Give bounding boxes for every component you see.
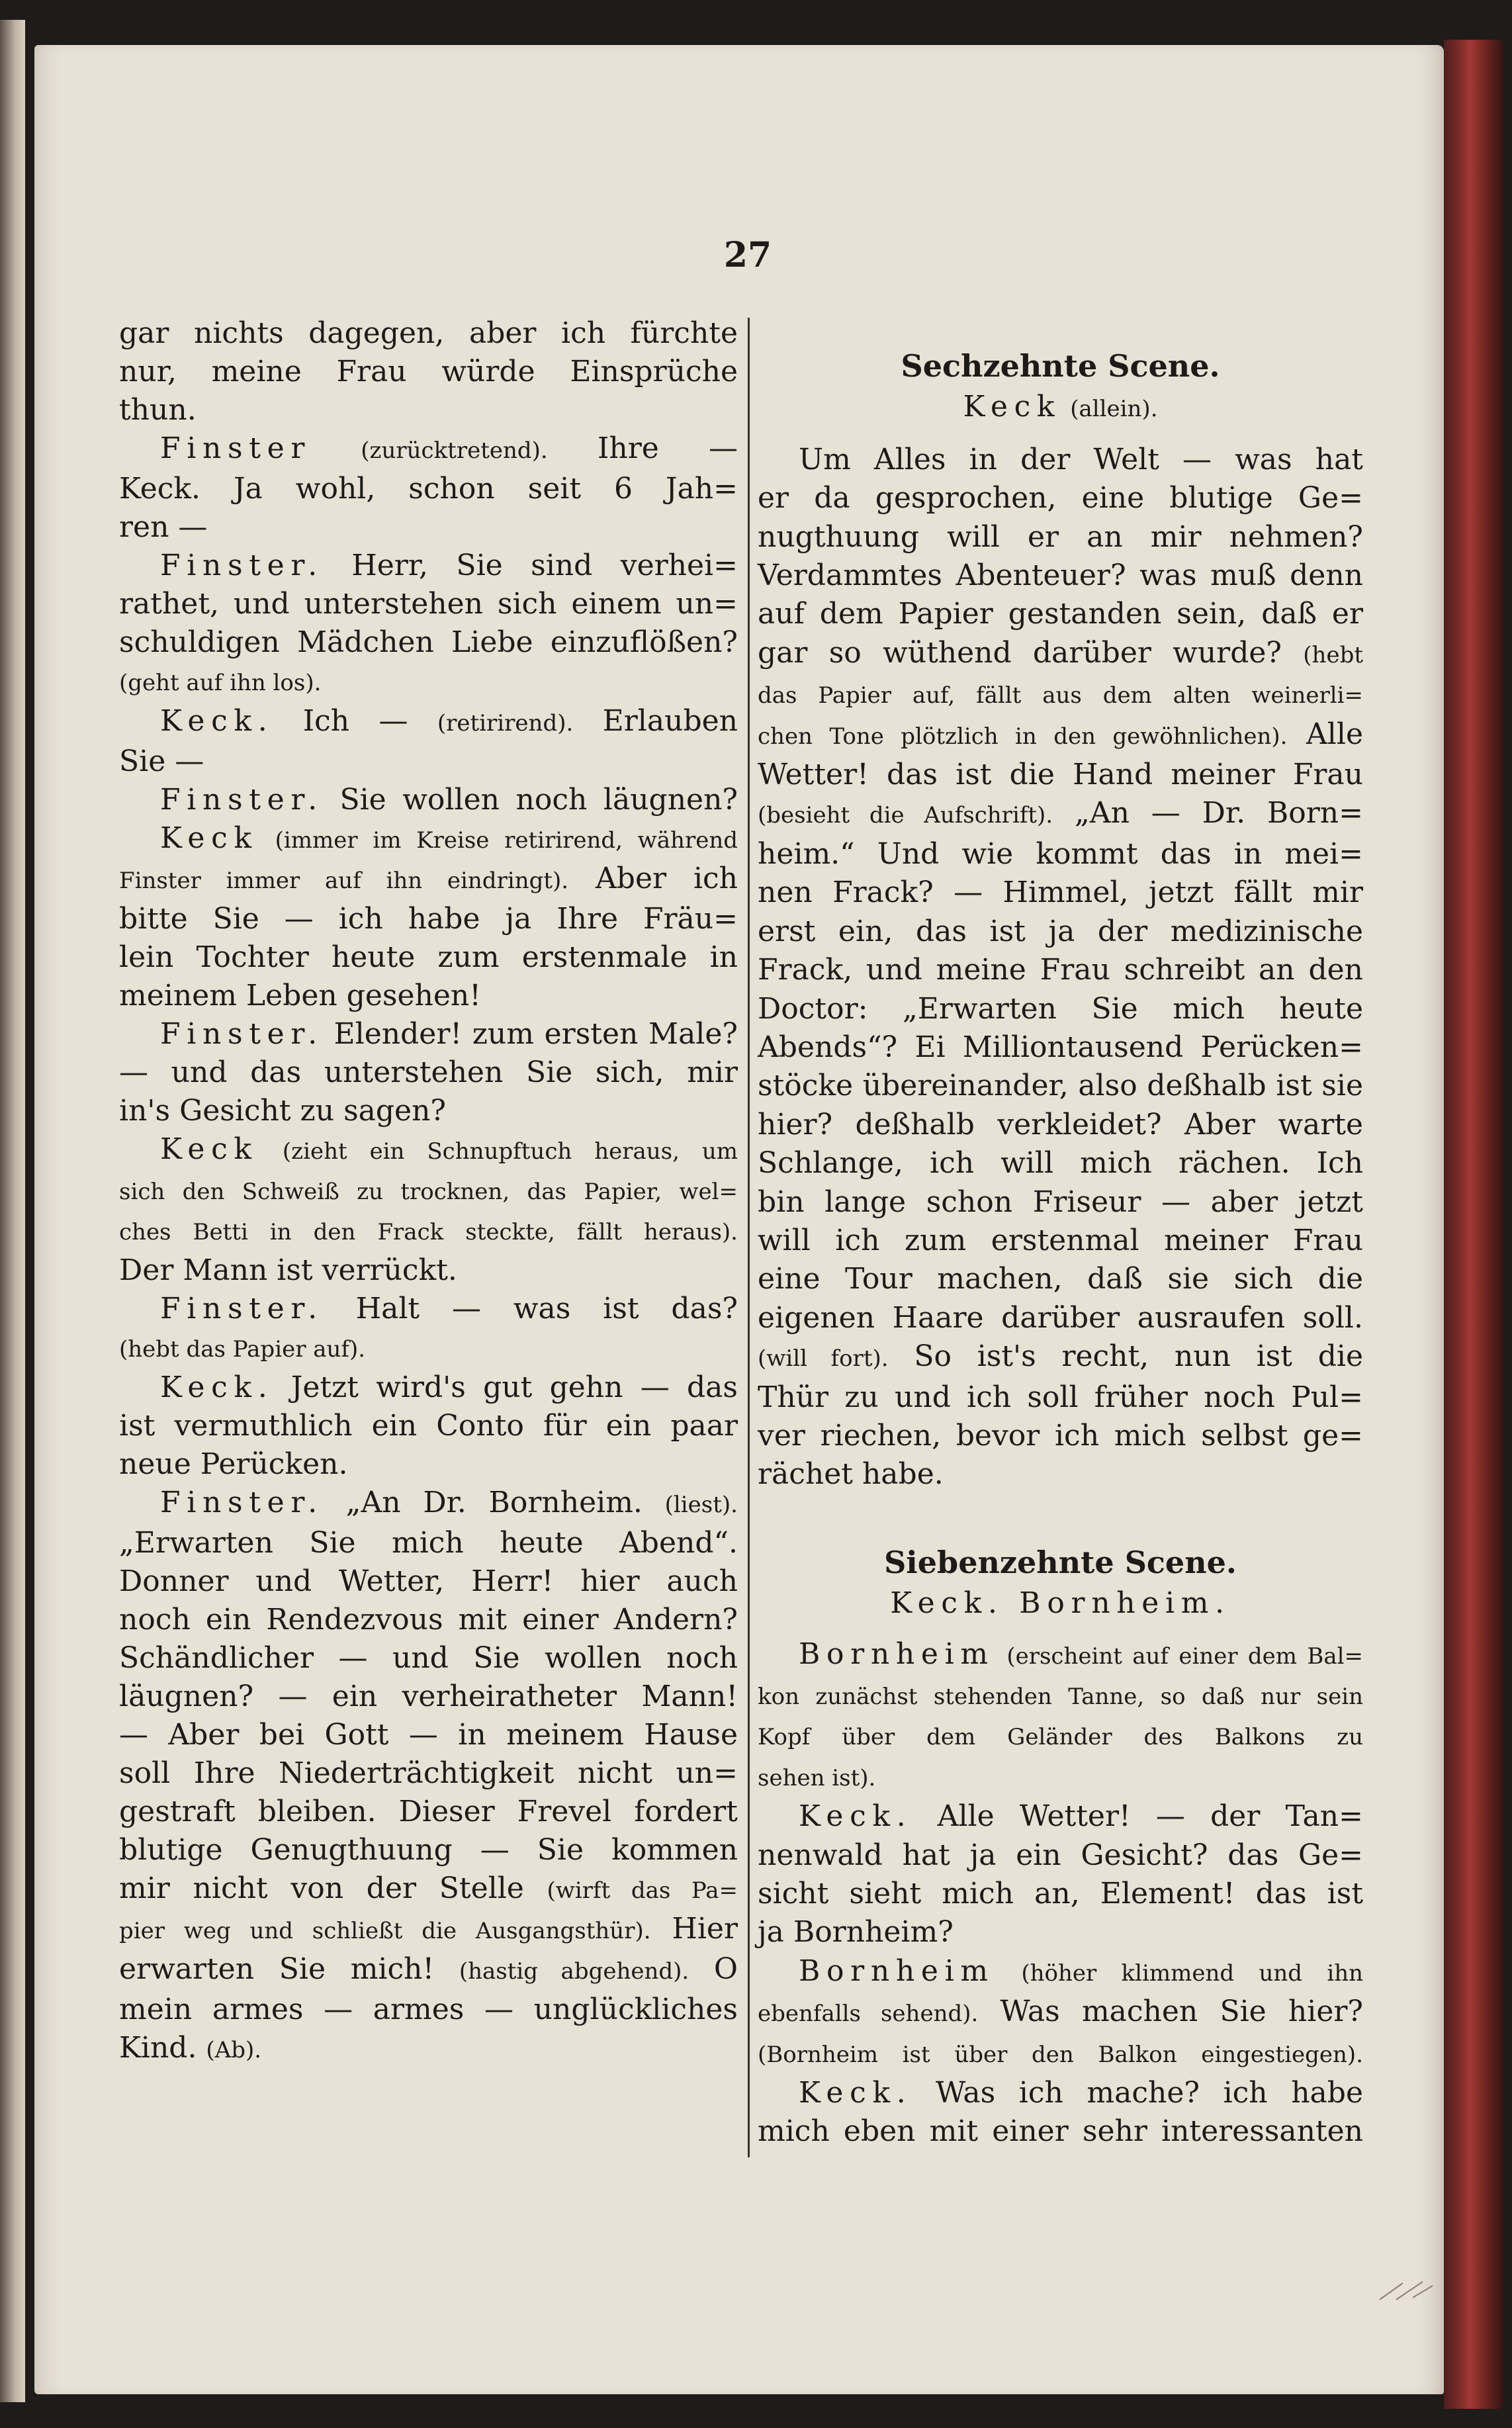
scene-17-heading: Siebenzehnte Scene. (884, 1544, 1237, 1580)
text-run: will ich zum erstenmal meiner Frau (758, 1223, 1363, 1257)
text-line (119, 1171, 738, 1211)
text-line (758, 634, 1363, 674)
text-run (258, 821, 275, 855)
text-run: thun. (119, 393, 197, 427)
text-run: mein armes — armes — unglückliches (119, 1993, 738, 2026)
text-line (119, 1678, 738, 1716)
text-line (758, 1260, 1363, 1298)
stage-direction: pier weg und schließt die Ausgangsthür). (119, 1918, 651, 1944)
text-line (119, 1562, 738, 1601)
text-run: Thür zu und ich soll früher noch Pul= (758, 1380, 1363, 1414)
text-run: Frack, und meine Frau schreibt an den (758, 953, 1363, 987)
text-line (119, 314, 738, 353)
scene-16-cast (758, 388, 1363, 428)
text-line (758, 518, 1363, 557)
speaker-name: Finster. (160, 1292, 324, 1326)
text-run: bitte Sie — ich habe ja Ihre Fräu= (119, 902, 738, 936)
text-run: meinem Leben gesehen! (119, 979, 481, 1012)
text-line (758, 1797, 1363, 1836)
text-line (119, 1524, 738, 1562)
text-run: gestraft bleiben. Dieser Frevel fordert (119, 1795, 738, 1828)
text-run: Ihre — (547, 431, 738, 465)
text-run: auf dem Papier gestanden sein, daß er (758, 597, 1363, 631)
text-line (758, 874, 1363, 912)
text-line (758, 1106, 1363, 1144)
text-run: Herr, Sie sind verhei= (323, 549, 738, 582)
text-line (119, 977, 738, 1015)
stage-direction: (zieht ein Schnupftuch heraus, um (282, 1138, 738, 1165)
text-line (758, 794, 1363, 834)
text-run: lein Tochter heute zum erstenmale in (119, 940, 738, 974)
speaker-name: Keck. (799, 1799, 912, 1834)
text-run (995, 1637, 1007, 1671)
text-line (758, 1952, 1363, 1993)
text-run: nur, meine Frau würde Einsprüche (119, 355, 738, 388)
text-run: „An Dr. Bornheim. (323, 1486, 665, 1519)
stage-direction: (hastig abgehend). (459, 1958, 689, 1985)
stage-direction: Kopf über dem Geländer des Balkons zu (758, 1724, 1363, 1751)
scene-16-heading: Sechzehnte Scene. (901, 348, 1220, 384)
text-line (758, 715, 1363, 756)
text-run: Wetter! das ist die Hand meiner Frau (758, 758, 1363, 792)
stage-direction: (höher klimmend und ihn (1021, 1959, 1363, 1987)
text-line (119, 1407, 738, 1445)
text-run: erst ein, das ist ja der medizinische (758, 914, 1363, 948)
speaker-name: Finster. (160, 1486, 324, 1519)
text-run: gar nichts dagegen, aber ich fürchte (119, 316, 738, 350)
text-line (758, 557, 1363, 595)
text-line (758, 441, 1363, 479)
stage-direction: (Ab). (206, 2037, 262, 2063)
text-run: rächet habe. (758, 1457, 944, 1492)
text-line (119, 470, 738, 508)
text-run: ist vermuthlich ein Conto für ein paar (119, 1409, 738, 1443)
speaker-name: Keck. (160, 704, 274, 738)
text-line (119, 1211, 738, 1251)
text-line (758, 1144, 1363, 1183)
text-line (758, 1337, 1363, 1378)
text-run: Donner und Wetter, Herr! hier auch (119, 1564, 738, 1598)
text-line (119, 2029, 738, 2069)
text-line (119, 1793, 738, 1831)
stage-direction: (wirft das Pa= (547, 1877, 738, 1904)
text-run: nenwald hat ja ein Gesicht? das Ge= (758, 1838, 1363, 1872)
text-line (758, 1875, 1363, 1913)
text-line (119, 1950, 738, 1991)
text-line (758, 1993, 1363, 2033)
stage-direction: Finster immer auf ihn eindringt). (119, 868, 569, 894)
text-run: noch ein Rendezvous mit einer Andern? (119, 1603, 738, 1637)
text-run: gar so wüthend darüber wurde? (758, 635, 1304, 670)
text-line (758, 1913, 1363, 1952)
text-run: mir nicht von der Stelle (119, 1871, 547, 1905)
text-run: Um Alles in der Welt — was hat (799, 442, 1363, 476)
text-run: Halt — was ist das? (323, 1292, 738, 1326)
text-run: „Erwarten Sie mich heute Abend“. (119, 1526, 738, 1560)
text-line (758, 1222, 1363, 1260)
stage-direction: (hebt das Papier auf). (119, 1336, 366, 1363)
text-run: Schändlicher — und Sie wollen noch (119, 1641, 738, 1675)
text-run: Der Mann ist verrückt. (119, 1253, 457, 1287)
stage-direction: (besieht die Aufschrift). (758, 802, 1053, 829)
text-line (119, 508, 738, 547)
text-run: O (689, 1952, 738, 1986)
text-line (758, 1183, 1363, 1222)
text-run: Hier (650, 1912, 738, 1946)
text-run: Erlauben (573, 704, 738, 738)
speaker-name: Finster. (160, 549, 324, 582)
speaker-name: Bornheim (799, 1637, 995, 1671)
text-line (119, 1639, 738, 1678)
text-line (758, 479, 1363, 517)
text-line (758, 674, 1363, 715)
text-line (119, 781, 738, 819)
speaker-name: Keck (963, 390, 1061, 424)
text-run: heim.“ Und wie kommt das in mei= (758, 836, 1363, 871)
column-divider (748, 318, 750, 2157)
speaker-name: Finster (160, 431, 312, 465)
text-line (119, 1831, 738, 1869)
text-line (758, 1635, 1363, 1676)
text-line (119, 1601, 738, 1639)
text-run: ren — (119, 510, 208, 544)
text-line (119, 391, 738, 429)
text-line (119, 585, 738, 623)
text-run: Doctor: „Erwarten Sie mich heute (758, 991, 1363, 1026)
text-line (758, 2112, 1363, 2151)
text-run: Elender! zum ersten Male? (323, 1017, 738, 1051)
stage-direction: (zurücktretend). (361, 437, 548, 464)
text-line (119, 819, 738, 860)
stage-direction: chen Tone plötzlich in den gewöhnlichen). (758, 723, 1288, 750)
text-line (758, 1716, 1363, 1756)
text-line (119, 1251, 738, 1290)
previous-page-edge (0, 20, 25, 2402)
text-line (119, 1130, 738, 1171)
text-run: läugnen? — ein verheiratheter Mann! (119, 1680, 738, 1713)
stage-direction: ebenfalls sehend). (758, 2001, 979, 2028)
text-run: Sie wollen noch läugnen? (323, 783, 738, 817)
text-line (119, 860, 738, 900)
text-run: ja Bornheim? (758, 1915, 954, 1950)
text-run: Ich — (273, 704, 437, 738)
left-text-column (119, 314, 738, 2069)
text-line (758, 1299, 1363, 1337)
text-line (758, 2074, 1363, 2112)
text-line (758, 756, 1363, 794)
stage-direction: (geht auf ihn los). (119, 670, 322, 696)
text-run: — und das unterstehen Sie sich, mir (119, 1056, 738, 1089)
text-line (758, 1676, 1363, 1716)
stage-direction: das Papier auf, fällt aus dem alten weinerli= (758, 682, 1363, 709)
text-run: mich eben mit einer sehr interessanten (758, 2114, 1363, 2149)
stage-direction: (will fort). (758, 1345, 889, 1372)
text-run: hier? deßhalb verkleidet? Aber warte (758, 1107, 1363, 1142)
text-line (119, 1054, 738, 1092)
speaker-name: Finster. (160, 783, 324, 817)
text-run: erwarten Sie mich! (119, 1952, 459, 1986)
stage-direction: (immer im Kreise retirirend, während (275, 827, 738, 854)
text-run: stöcke übereinander, also deßhalb ist sie (758, 1069, 1363, 1103)
text-run (258, 1132, 283, 1166)
speaker-name: Keck. (160, 1371, 274, 1404)
text-line (119, 1445, 738, 1484)
speaker-name: Finster. (160, 1017, 324, 1051)
text-run: — Aber bei Gott — in meinem Hause (119, 1718, 738, 1752)
text-line (119, 547, 738, 585)
text-line (758, 990, 1363, 1028)
scene-16-text (758, 441, 1363, 1494)
text-line (119, 429, 738, 470)
text-run: neue Perücken. (119, 1447, 348, 1481)
text-line (119, 1092, 738, 1130)
text-run: Sie — (119, 744, 204, 778)
text-line (119, 1991, 738, 2029)
text-run: Schlange, ich will mich rächen. Ich (758, 1146, 1363, 1181)
stage-direction: (allein). (1070, 396, 1158, 423)
text-line (119, 623, 738, 662)
text-line (758, 1455, 1363, 1494)
text-run: bin lange schon Friseur — aber jetzt (758, 1185, 1363, 1219)
speaker-name: Keck. Bornheim. (890, 1586, 1231, 1621)
speaker-name: Keck (160, 821, 258, 855)
text-run: Was ich mache? ich habe (912, 2076, 1363, 2110)
text-line (758, 1757, 1363, 1797)
text-run: eigenen Haare darüber ausraufen soll. (758, 1300, 1363, 1335)
text-run: Jetzt wird's gut gehn — das (273, 1371, 738, 1404)
text-line (758, 2034, 1363, 2074)
text-line (758, 913, 1363, 951)
text-line (119, 1869, 738, 1910)
scene-17-cast (758, 1584, 1363, 1623)
stage-direction: (retirirend). (437, 710, 574, 737)
text-line (758, 835, 1363, 874)
text-line (119, 1910, 738, 1950)
text-run (1061, 390, 1070, 424)
text-run: schuldigen Mädchen Liebe einzuflößen? (119, 625, 738, 659)
text-run: Was machen Sie hier? (978, 1995, 1363, 2029)
text-run: blutige Genugthuung — Sie kommen (119, 1833, 738, 1867)
speaker-name: Keck. (799, 2076, 912, 2110)
text-run: So ist's recht, nun ist die (888, 1339, 1363, 1374)
corner-ink-mark (1376, 2276, 1436, 2303)
text-line (758, 1378, 1363, 1417)
stage-direction: kon zunächst stehenden Tanne, so daß nur sein (758, 1684, 1363, 1710)
text-run: Verdammtes Abenteuer? was muß denn (758, 559, 1363, 593)
text-line (119, 702, 738, 742)
text-run: sicht sieht mich an, Element! das ist (758, 1877, 1363, 1911)
text-run (311, 431, 361, 465)
text-line (119, 1754, 738, 1793)
text-line (119, 1484, 738, 1524)
stage-direction: (hebt (1303, 641, 1363, 668)
text-run: nen Frack? — Himmel, jetzt fällt mir (758, 876, 1363, 910)
text-line (119, 938, 738, 977)
text-line (758, 1836, 1363, 1875)
stage-direction: ches Betti in den Frack steckte, fällt heraus). (119, 1219, 738, 1245)
right-text-column (758, 344, 1363, 2151)
text-run (995, 1954, 1022, 1988)
text-line (758, 1417, 1363, 1455)
text-run: rathet, und unterstehen sich einem un= (119, 587, 738, 621)
stage-direction: (erscheint auf einer dem Bal= (1006, 1642, 1363, 1670)
stage-direction: sich den Schweiß zu trocknen, das Papier, wel= (119, 1179, 738, 1205)
speaker-name: Keck (160, 1132, 258, 1166)
text-run: „An — Dr. Born= (1053, 796, 1363, 831)
scene-17-text (758, 1635, 1363, 2151)
stage-direction: sehen ist). (758, 1764, 876, 1791)
stage-direction: (liest). (664, 1492, 738, 1518)
text-line (119, 1015, 738, 1054)
text-line (758, 951, 1363, 989)
text-line (119, 742, 738, 781)
text-run: er da gesprochen, eine blutige Ge= (758, 481, 1363, 516)
text-run: Alle Wetter! — der Tan= (912, 1799, 1363, 1834)
text-line (758, 1028, 1363, 1067)
text-line (119, 1328, 738, 1369)
text-run: nugthuung will er an mir nehmen? (758, 519, 1363, 554)
text-run: soll Ihre Niederträchtigkeit nicht un= (119, 1756, 738, 1790)
page-number: 27 (723, 235, 772, 275)
text-line (119, 353, 738, 391)
text-line (119, 1369, 738, 1407)
text-line (119, 900, 738, 938)
text-line (119, 1290, 738, 1328)
text-line (758, 1067, 1363, 1105)
text-run: Abends“? Ei Milliontausend Perücken= (758, 1030, 1363, 1064)
text-run: Alle (1287, 717, 1363, 751)
text-run: Kind. (119, 2031, 206, 2065)
speaker-name: Bornheim (799, 1954, 995, 1988)
text-run: Keck. Ja wohl, schon seit 6 Jah= (119, 472, 738, 506)
text-line (758, 595, 1363, 633)
text-run: in's Gesicht zu sagen? (119, 1094, 447, 1128)
stage-direction: (Bornheim ist über den Balkon eingestiegen). (758, 2041, 1363, 2068)
book-cover-edge (1444, 40, 1503, 2409)
text-line (119, 662, 738, 702)
text-run: eine Tour machen, daß sie sich die (758, 1262, 1363, 1296)
text-run: ver riechen, bevor ich mich selbst ge= (758, 1418, 1363, 1453)
text-line (119, 1716, 738, 1754)
text-run: Aber ich (568, 862, 738, 895)
